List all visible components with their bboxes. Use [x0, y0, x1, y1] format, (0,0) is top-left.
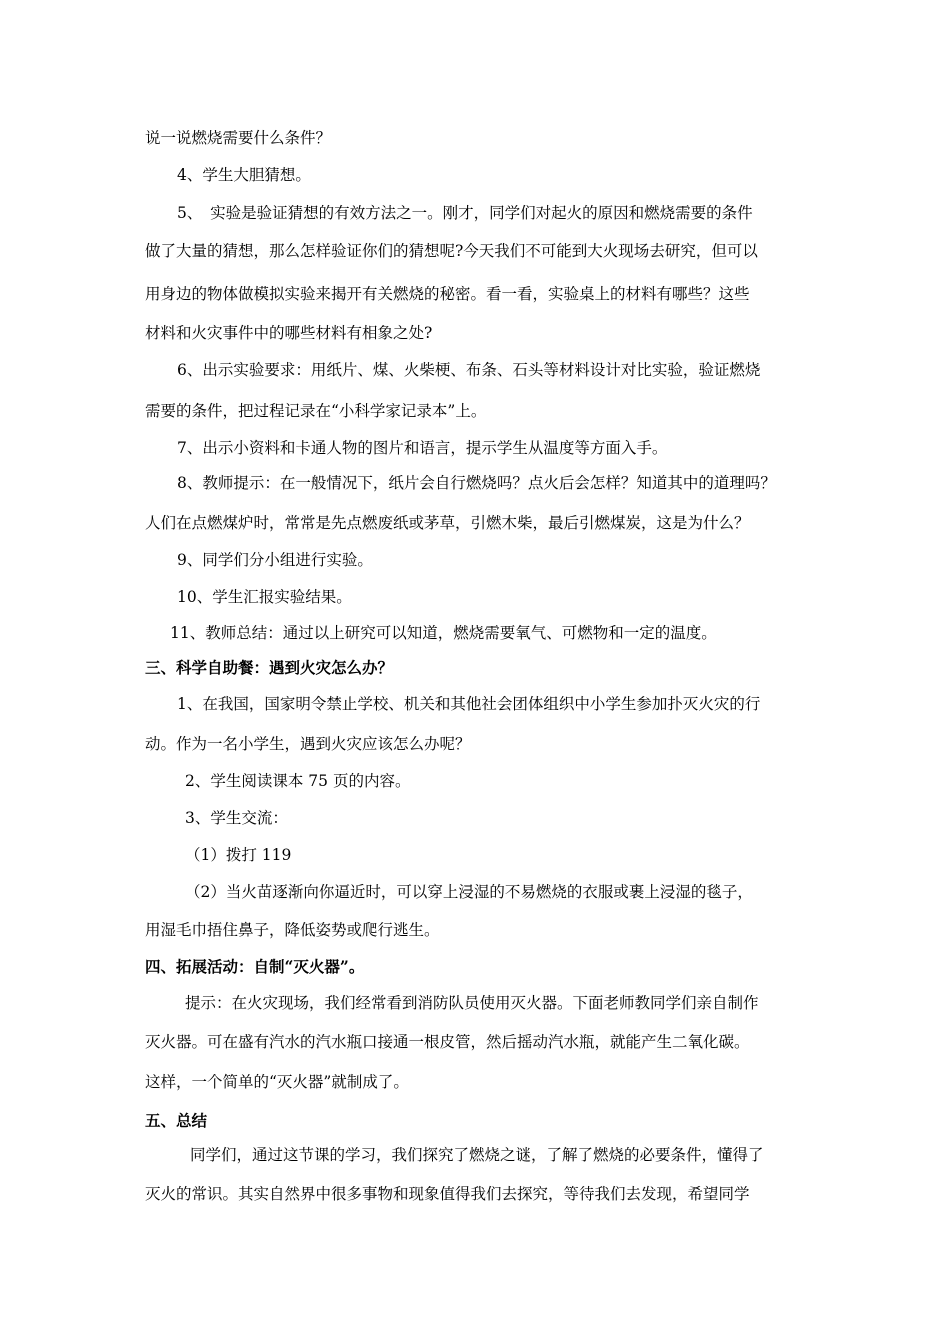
text-line: 4、学生大胆猜想。 [177, 166, 311, 184]
text-line: 人们在点燃煤炉时，常常是先点燃废纸或茅草，引燃木柴，最后引燃煤炭，这是为什么？ [145, 514, 750, 532]
text-line: 灭火器。可在盛有汽水的汽水瓶口接通一根皮管，然后摇动汽水瓶，就能产生二氧化碳。 [145, 1033, 750, 1051]
text-line: 11、教师总结：通过以上研究可以知道，燃烧需要氧气、可燃物和一定的温度。 [170, 624, 717, 642]
text-line: 8、教师提示：在一般情况下，纸片会自行燃烧吗？点火后会怎样？知道其中的道理吗？ [177, 474, 776, 492]
text-line: 这样，一个简单的“灭火器”就制成了。 [145, 1073, 409, 1091]
section-heading: 四、拓展活动：自制“灭火器”。 [145, 957, 365, 976]
text-line: 同学们，通过这节课的学习，我们探究了燃烧之谜，了解了燃烧的必要条件，懂得了 [190, 1146, 764, 1164]
text-line: （1）拨打 119 [185, 846, 292, 864]
text-line: 材料和火灾事件中的哪些材料有相象之处? [145, 324, 433, 342]
text-line: 提示：在火灾现场，我们经常看到消防队员使用灭火器。下面老师教同学们亲自制作 [185, 994, 759, 1012]
text-line: 灭火的常识。其实自然界中很多事物和现象值得我们去探究，等待我们去发现，希望同学 [145, 1185, 750, 1203]
text-line: 1、在我国，国家明令禁止学校、机关和其他社会团体组织中小学生参加扑灭火灾的行 [177, 695, 761, 713]
section-heading: 三、科学自助餐：遇到火灾怎么办？ [145, 658, 394, 677]
text-line: 2、学生阅读课本 75 页的内容。 [185, 772, 411, 790]
text-line: 用身边的物体做模拟实验来揭开有关燃烧的秘密。看一看，实验桌上的材料有哪些？这些 [145, 285, 750, 303]
text-line: 做了大量的猜想，那么怎样验证你们的猜想呢?今天我们不可能到大火现场去研究，但可以 [145, 242, 758, 260]
text-line: 3、学生交流： [185, 809, 288, 827]
text-line: 9、同学们分小组进行实验。 [177, 551, 373, 569]
text-line: 10、学生汇报实验结果。 [177, 588, 352, 606]
text-line: 6、出示实验要求：用纸片、煤、火柴梗、布条、石头等材料设计对比实验，验证燃烧 [177, 361, 761, 379]
text-line: （2）当火苗逐渐向你逼近时，可以穿上浸湿的不易燃烧的衣服或裹上浸湿的毯子， [185, 883, 753, 901]
text-line: 说一说燃烧需要什么条件？ [145, 129, 332, 147]
text-line: 7、出示小资料和卡通人物的图片和语言，提示学生从温度等方面入手。 [177, 439, 668, 457]
section-heading: 五、总结 [145, 1111, 208, 1130]
text-line: 动。作为一名小学生，遇到火灾应该怎么办呢？ [145, 735, 471, 753]
text-line: 5、 实验是验证猜想的有效方法之一。刚才，同学们对起火的原因和燃烧需要的条件 [177, 204, 753, 222]
text-line: 需要的条件，把过程记录在“小科学家记录本”上。 [145, 402, 487, 420]
text-line: 用湿毛巾捂住鼻子，降低姿势或爬行逃生。 [145, 921, 440, 939]
